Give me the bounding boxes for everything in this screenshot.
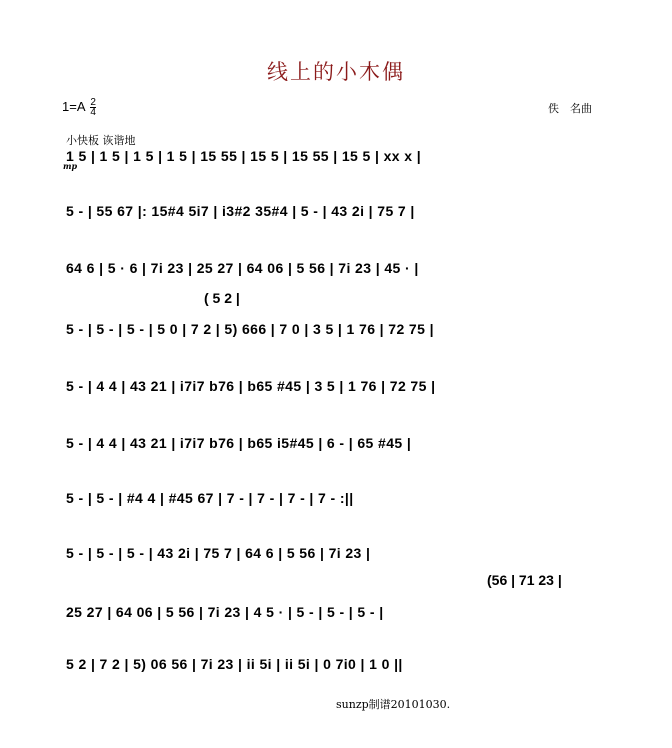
score-line	[66, 378, 600, 400]
key-signature	[62, 98, 96, 117]
dynamic-marking: mp	[63, 161, 78, 171]
notation-text: 5 - | 5 - | 5 - | 5 0 | 7 2 | 5) 666 | 7 0 | 3 5 | 1 76 | 72 75 |	[66, 321, 434, 337]
notation-text: 5 2 | 7 2 | 5) 06 56 | 7i 23 | ii 5i | ii 5i | 0 7i0 | 1 0 ||	[66, 656, 403, 672]
upper-voice-notes: (56 | 71 23 |	[487, 572, 562, 588]
score-line	[66, 490, 600, 512]
notation-text: 5 - | 4 4 | 43 21 | i7i7 b76 | b65 #45 | 3 5 | 1 76 | 72 75 |	[66, 378, 436, 394]
key-label: 1=A	[62, 98, 85, 114]
score-line	[66, 545, 600, 567]
notation-text: 1 5 | 1 5 | 1 5 | 1 5 | 15 55 | 15 5 | 15 55 | 15 5 | xx x |	[66, 148, 422, 164]
composer-credit: 佚 名曲	[548, 102, 592, 115]
notation-text: 5 - | 55 67 |: 15#4 5i7 | i3#2 35#4 | 5 - | 43 2i | 75 7 |	[66, 203, 415, 219]
score-line	[66, 148, 600, 170]
score-line	[66, 321, 600, 343]
upper-voice-notes: ( 5 2 |	[204, 290, 240, 306]
notation-text: 25 27 | 64 06 | 5 56 | 7i 23 | 4 5 · | 5 - | 5 - | 5 - |	[66, 604, 384, 620]
time-signature	[90, 98, 96, 117]
notation-text: 5 - | 4 4 | 43 21 | i7i7 b76 | b65 i5#45 | 6 - | 65 #45 |	[66, 435, 412, 451]
score-line	[66, 656, 600, 678]
score-line	[66, 260, 600, 282]
notation-text: 64 6 | 5 · 6 | 7i 23 | 25 27 | 64 06 | 5 56 | 7i 23 | 45 · |	[66, 260, 419, 276]
tempo-marking: 小快板 诙谐地	[66, 134, 136, 147]
page-title: 线上的小木偶	[267, 60, 405, 84]
time-denominator: 4	[90, 107, 96, 118]
notation-text: 5 - | 5 - | 5 - | 43 2i | 75 7 | 64 6 | 5 56 | 7i 23 |	[66, 545, 371, 561]
notation-text: 5 - | 5 - | #4 4 | #45 67 | 7 - | 7 - | 7 - | 7 - :||	[66, 490, 354, 506]
score-line	[66, 604, 600, 626]
time-numerator: 2	[90, 97, 96, 108]
score-line	[66, 203, 600, 225]
footer-credit: sunzp制谱20101030.	[336, 698, 451, 711]
score-line	[66, 435, 600, 457]
